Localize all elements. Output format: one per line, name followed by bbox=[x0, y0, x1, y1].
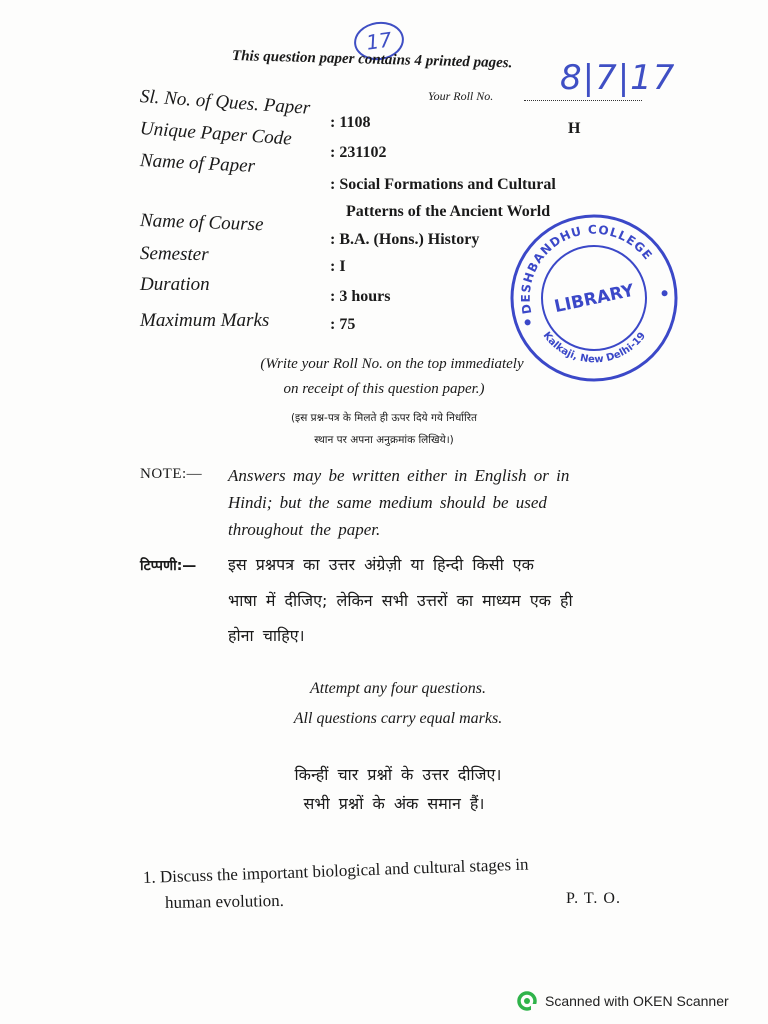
tippani-line3: होना चाहिए। bbox=[228, 626, 305, 645]
duration-label: Duration bbox=[140, 274, 210, 295]
tippani-line2: भाषा में दीजिए; लेकिन सभी उत्तरों का माध्यम एक ही bbox=[228, 591, 573, 610]
paper-code-label: Unique Paper Code bbox=[139, 118, 293, 150]
attempt-instruction-en-line2: All questions carry equal marks. bbox=[293, 710, 503, 727]
stamp-dot-right bbox=[661, 290, 668, 297]
roll-instruction-hi-line1: (इस प्रश्न-पत्र के मिलते ही ऊपर दिये गये निर्धारित bbox=[290, 412, 478, 424]
stamp-arc-text: DESHBANDHU COLLEGE bbox=[518, 222, 656, 316]
semester-value: : I bbox=[330, 258, 346, 275]
oken-scanner-logo-icon bbox=[517, 991, 537, 1011]
scanner-watermark bbox=[517, 991, 729, 1011]
serial-number-label: Sl. No. of Ques. Paper bbox=[139, 86, 311, 119]
course-name-value: : B.A. (Hons.) History bbox=[330, 231, 480, 248]
maximum-marks-label: Maximum Marks bbox=[140, 310, 270, 331]
attempt-instruction-en-line1: Attempt any four questions. bbox=[310, 680, 486, 697]
roll-instruction-en-line2: on receipt of this question paper.) bbox=[283, 381, 485, 397]
stamp-bottom-text: Kalkaji, New Delhi-19 bbox=[540, 330, 649, 366]
roll-number-dotted-line bbox=[524, 100, 642, 101]
semester-label: Semester bbox=[139, 243, 209, 266]
note-line3: throughout the paper. bbox=[228, 520, 381, 539]
stamp-center-text: LIBRARY bbox=[552, 280, 636, 318]
question-1-line1: 1. Discuss the important biological and cultural stages in bbox=[142, 854, 529, 887]
note-line2: Hindi; but the same medium should be used bbox=[228, 493, 547, 512]
paper-name-value-continued: Patterns of the Ancient World bbox=[346, 203, 551, 220]
roll-instruction-en-line1: (Write your Roll No. on the top immediately bbox=[260, 356, 524, 372]
paper-name-value: : Social Formations and Cultural bbox=[330, 176, 556, 193]
printed-pages-line: This question paper contains 4 printed pages. bbox=[231, 48, 513, 72]
duration-value: : 3 hours bbox=[330, 288, 391, 305]
handwritten-roll-number: 8|7|17 bbox=[560, 58, 676, 98]
paper-code-value: : 231102 bbox=[330, 144, 387, 161]
handwritten-circled-number: 17 bbox=[352, 19, 407, 64]
paper-set-letter: H bbox=[568, 120, 581, 137]
note-heading: NOTE:— bbox=[140, 466, 203, 482]
question-1-line2: human evolution. bbox=[164, 890, 285, 912]
paper-name-label: Name of Paper bbox=[139, 150, 256, 178]
please-turn-over: P. T. O. bbox=[566, 890, 621, 907]
roll-instruction-hi-line2: स्थान पर अपना अनुक्रमांक लिखिये।) bbox=[314, 434, 454, 446]
stamp-dot-left bbox=[524, 319, 531, 326]
scanner-watermark-text: Scanned with OKEN Scanner bbox=[545, 993, 729, 1009]
roll-number-label: Your Roll No. bbox=[428, 89, 494, 103]
course-name-label: Name of Course bbox=[139, 210, 264, 236]
tippani-line1: इस प्रश्नपत्र का उत्तर अंग्रेज़ी या हिन्दी किसी एक bbox=[228, 555, 534, 574]
attempt-instruction-hi-line2: सभी प्रश्नों के अंक समान हैं। bbox=[303, 794, 485, 813]
maximum-marks-value: : 75 bbox=[330, 316, 356, 333]
attempt-instruction-hi-line1: किन्हीं चार प्रश्नों के उत्तर दीजिए। bbox=[294, 765, 502, 784]
tippani-heading: टिप्पणी:— bbox=[140, 558, 197, 574]
serial-number-value: : 1108 bbox=[330, 114, 371, 131]
note-line1: Answers may be written either in English or in bbox=[228, 466, 570, 485]
